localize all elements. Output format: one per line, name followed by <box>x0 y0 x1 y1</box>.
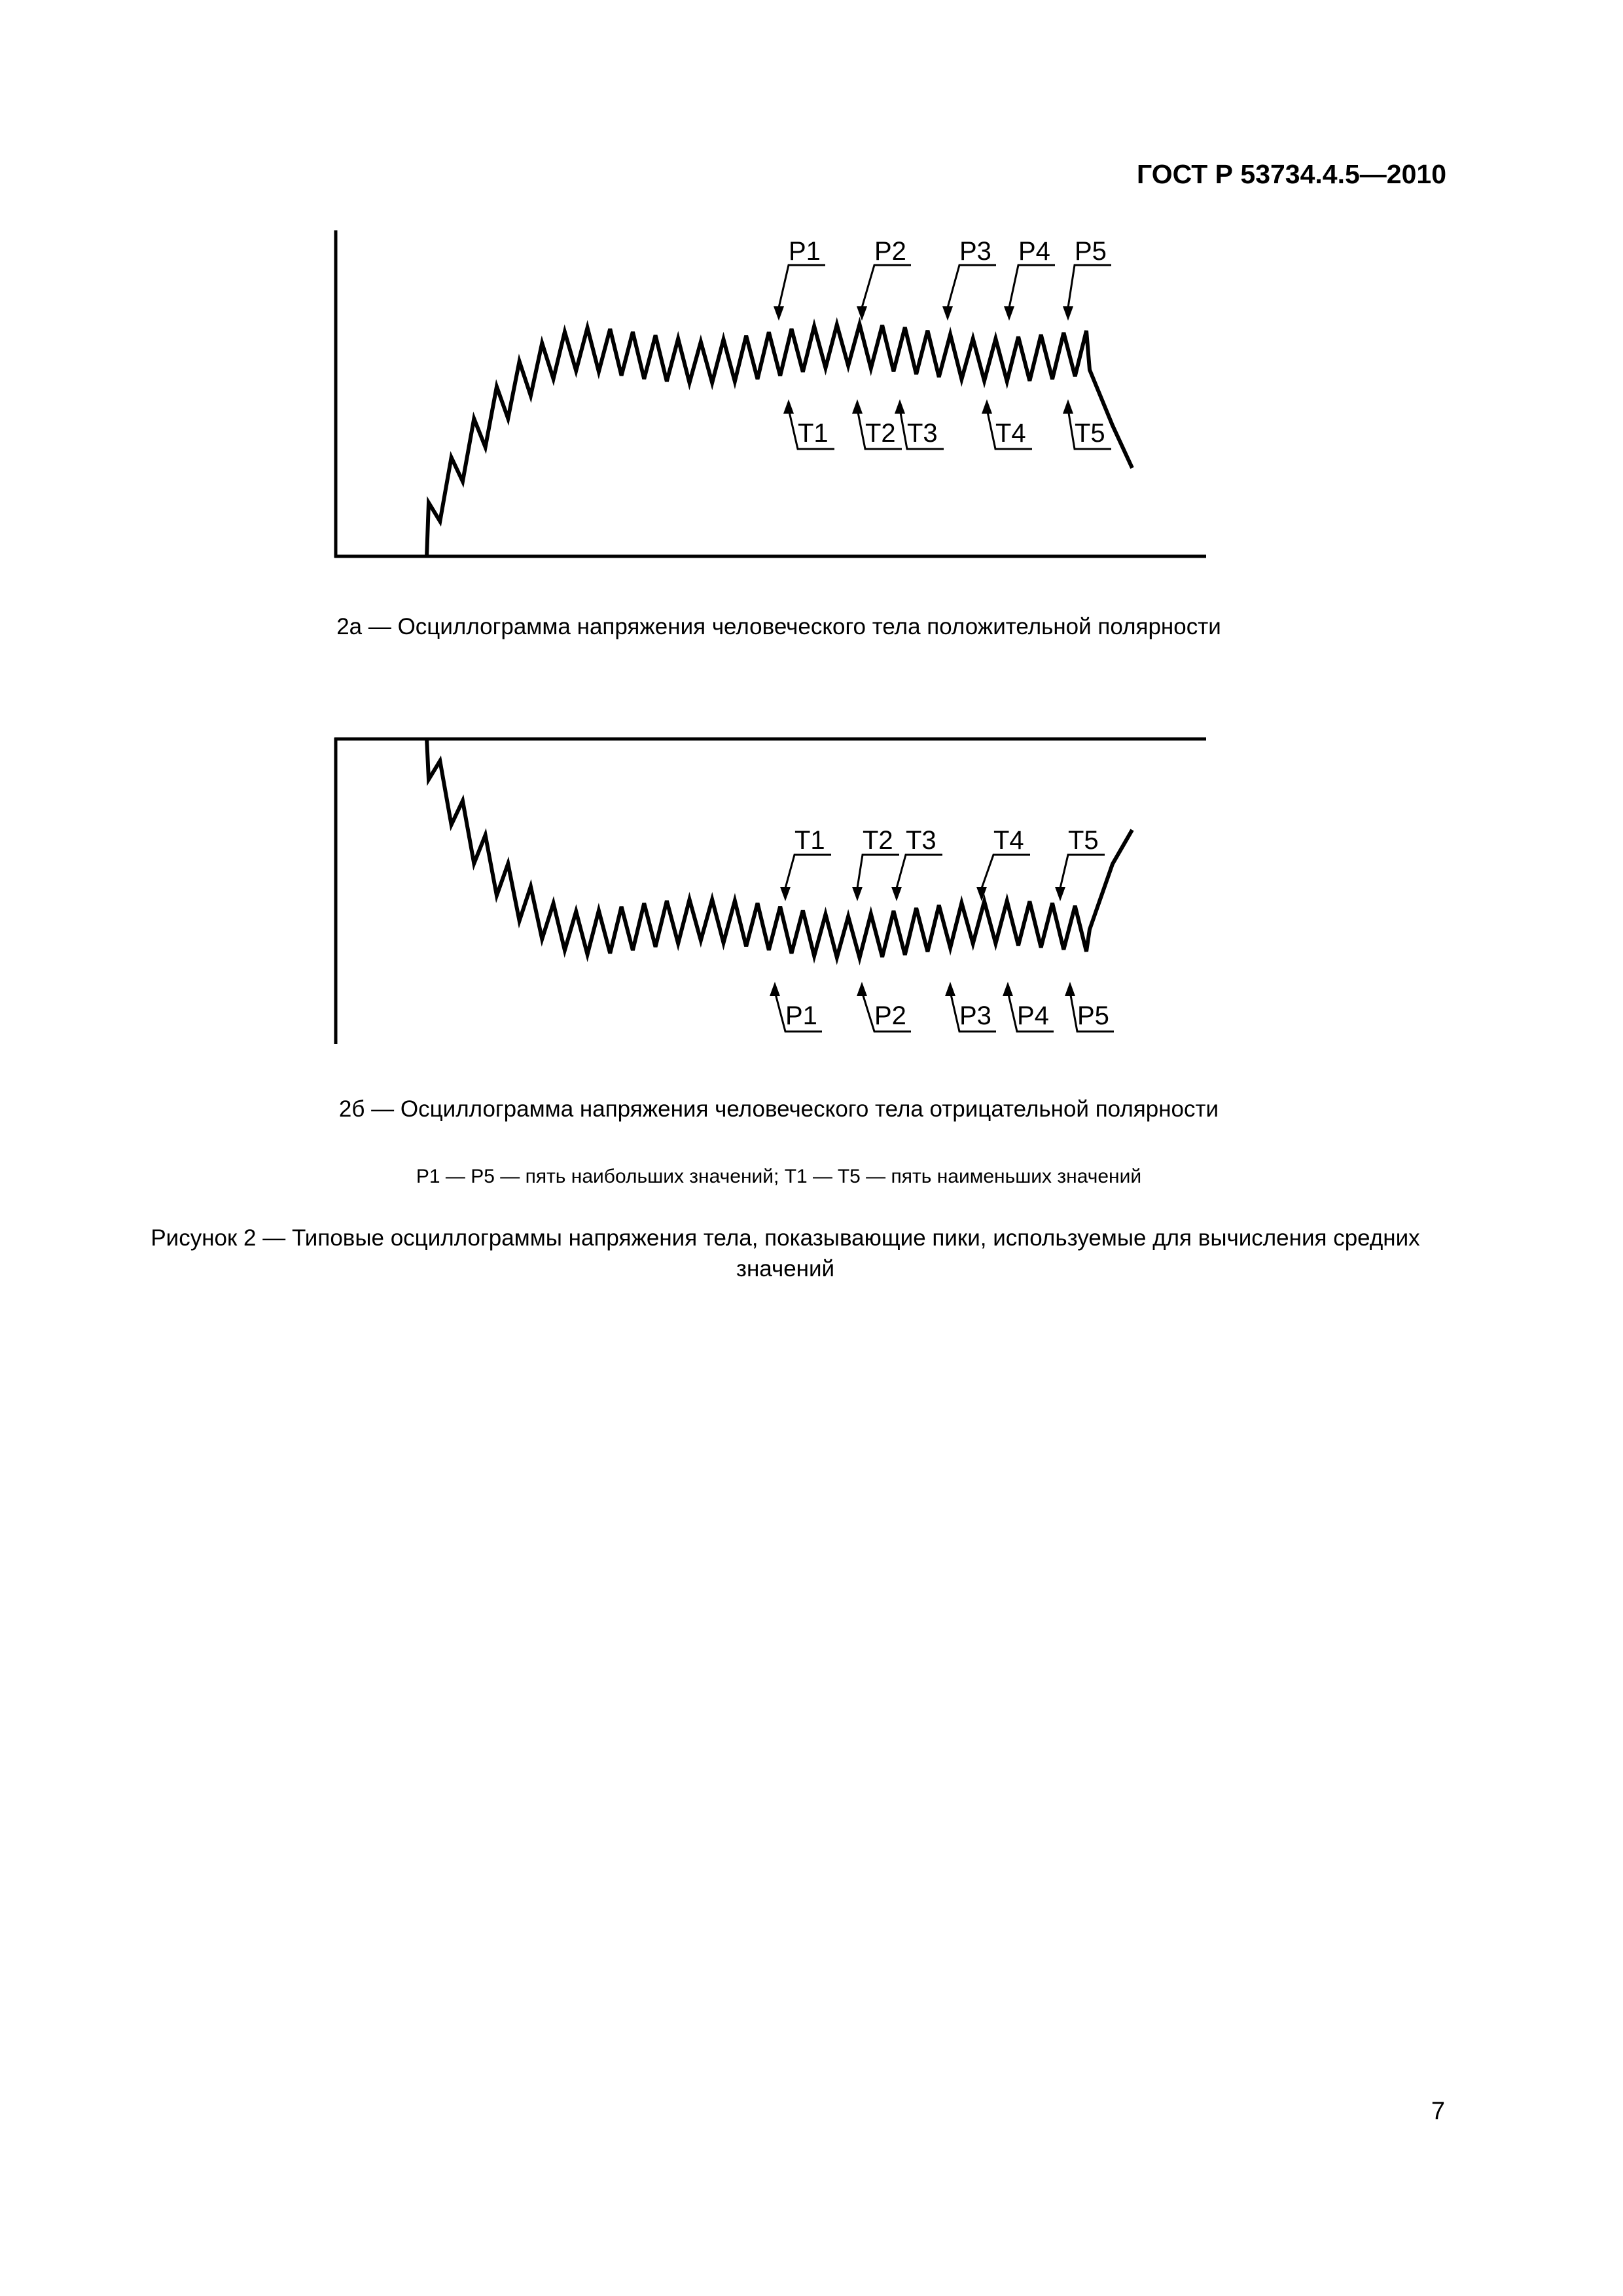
fig-a-trough-label: T3 <box>907 419 938 448</box>
fig-b-peak-label: P5 <box>1077 1001 1109 1030</box>
oscillogram-figures <box>0 0 1623 1113</box>
fig-b-peak-arrow <box>945 982 955 996</box>
fig-a-trough-arrow <box>783 399 794 414</box>
fig-a-peak-label: P1 <box>789 237 821 266</box>
figure-a-caption: 2а — Осциллограмма напряжения человеческого тела положительной полярности <box>336 614 1221 639</box>
figure-title: Рисунок 2 — Типовые осциллограммы напряжения тела, показывающие пики, используемые для вычисления средних значений <box>151 1225 1420 1282</box>
document-header: ГОСТ Р 53734.4.5—2010 <box>1137 159 1446 189</box>
fig-a-trough-label: T1 <box>798 419 829 448</box>
fig-a-peak-leader <box>1009 265 1055 308</box>
fig-b-trough-leader <box>982 855 1030 888</box>
fig-b-trough-arrow <box>780 887 791 901</box>
fig-a-peak-arrow <box>857 306 867 321</box>
fig-b-peak-label: P3 <box>959 1001 991 1030</box>
fig-a-trough-label: T4 <box>995 419 1026 448</box>
fig-a-trough-label: T5 <box>1075 419 1105 448</box>
fig-a-peak-leader <box>862 265 911 308</box>
fig-b-trough-leader <box>897 855 942 888</box>
fig-b-waveform <box>427 738 1132 958</box>
fig-b-peak-arrow <box>770 982 780 996</box>
fig-b-trough-arrow <box>1055 887 1065 901</box>
fig-b-trough-label: T3 <box>906 826 936 855</box>
fig-a-peak-label: P5 <box>1075 237 1107 266</box>
fig-b-peak-arrow <box>857 982 867 996</box>
fig-a-peak-leader <box>948 265 996 308</box>
fig-a-trough-label: T2 <box>865 419 896 448</box>
fig-b-trough-label: T4 <box>993 826 1024 855</box>
fig-a-peak-label: P4 <box>1018 237 1050 266</box>
page-number: 7 <box>1431 2098 1445 2125</box>
fig-a-peak-leader <box>1068 265 1111 308</box>
fig-a-peak-arrow <box>1004 306 1014 321</box>
fig-b-trough-label: T2 <box>863 826 893 855</box>
fig-a-peak-arrow <box>942 306 953 321</box>
fig-a-peak-arrow <box>1063 306 1073 321</box>
fig-b-trough-arrow <box>852 887 863 901</box>
fig-b-trough-label: T5 <box>1068 826 1099 855</box>
figure-b-caption: 2б — Осциллограмма напряжения человеческого тела отрицательной полярности <box>338 1096 1219 1122</box>
fig-a-trough-arrow <box>982 399 992 414</box>
fig-a-trough-arrow <box>895 399 905 414</box>
fig-b-trough-label: T1 <box>794 826 825 855</box>
fig-b-peak-arrow <box>1003 982 1013 996</box>
fig-a-peak-label: P3 <box>959 237 991 266</box>
fig-b-trough-leader <box>1060 855 1105 888</box>
fig-a-trough-arrow <box>1063 399 1073 414</box>
fig-a-peak-arrow <box>774 306 784 321</box>
fig-b-peak-label: P1 <box>785 1001 817 1030</box>
fig-a-peak-label: P2 <box>874 237 906 266</box>
fig-b-peak-arrow <box>1065 982 1075 996</box>
fig-a-trough-arrow <box>852 399 863 414</box>
fig-b-peak-label: P2 <box>874 1001 906 1030</box>
fig-b-trough-arrow <box>891 887 902 901</box>
fig-b-trough-leader <box>785 855 831 888</box>
legend-note: P1 — P5 — пять наибольших значений; T1 — T5 — пять наименьших значений <box>416 1166 1142 1187</box>
fig-b-trough-leader <box>857 855 899 888</box>
fig-a-peak-leader <box>779 265 825 308</box>
fig-b-peak-label: P4 <box>1017 1001 1049 1030</box>
fig-a-waveform <box>427 325 1132 558</box>
